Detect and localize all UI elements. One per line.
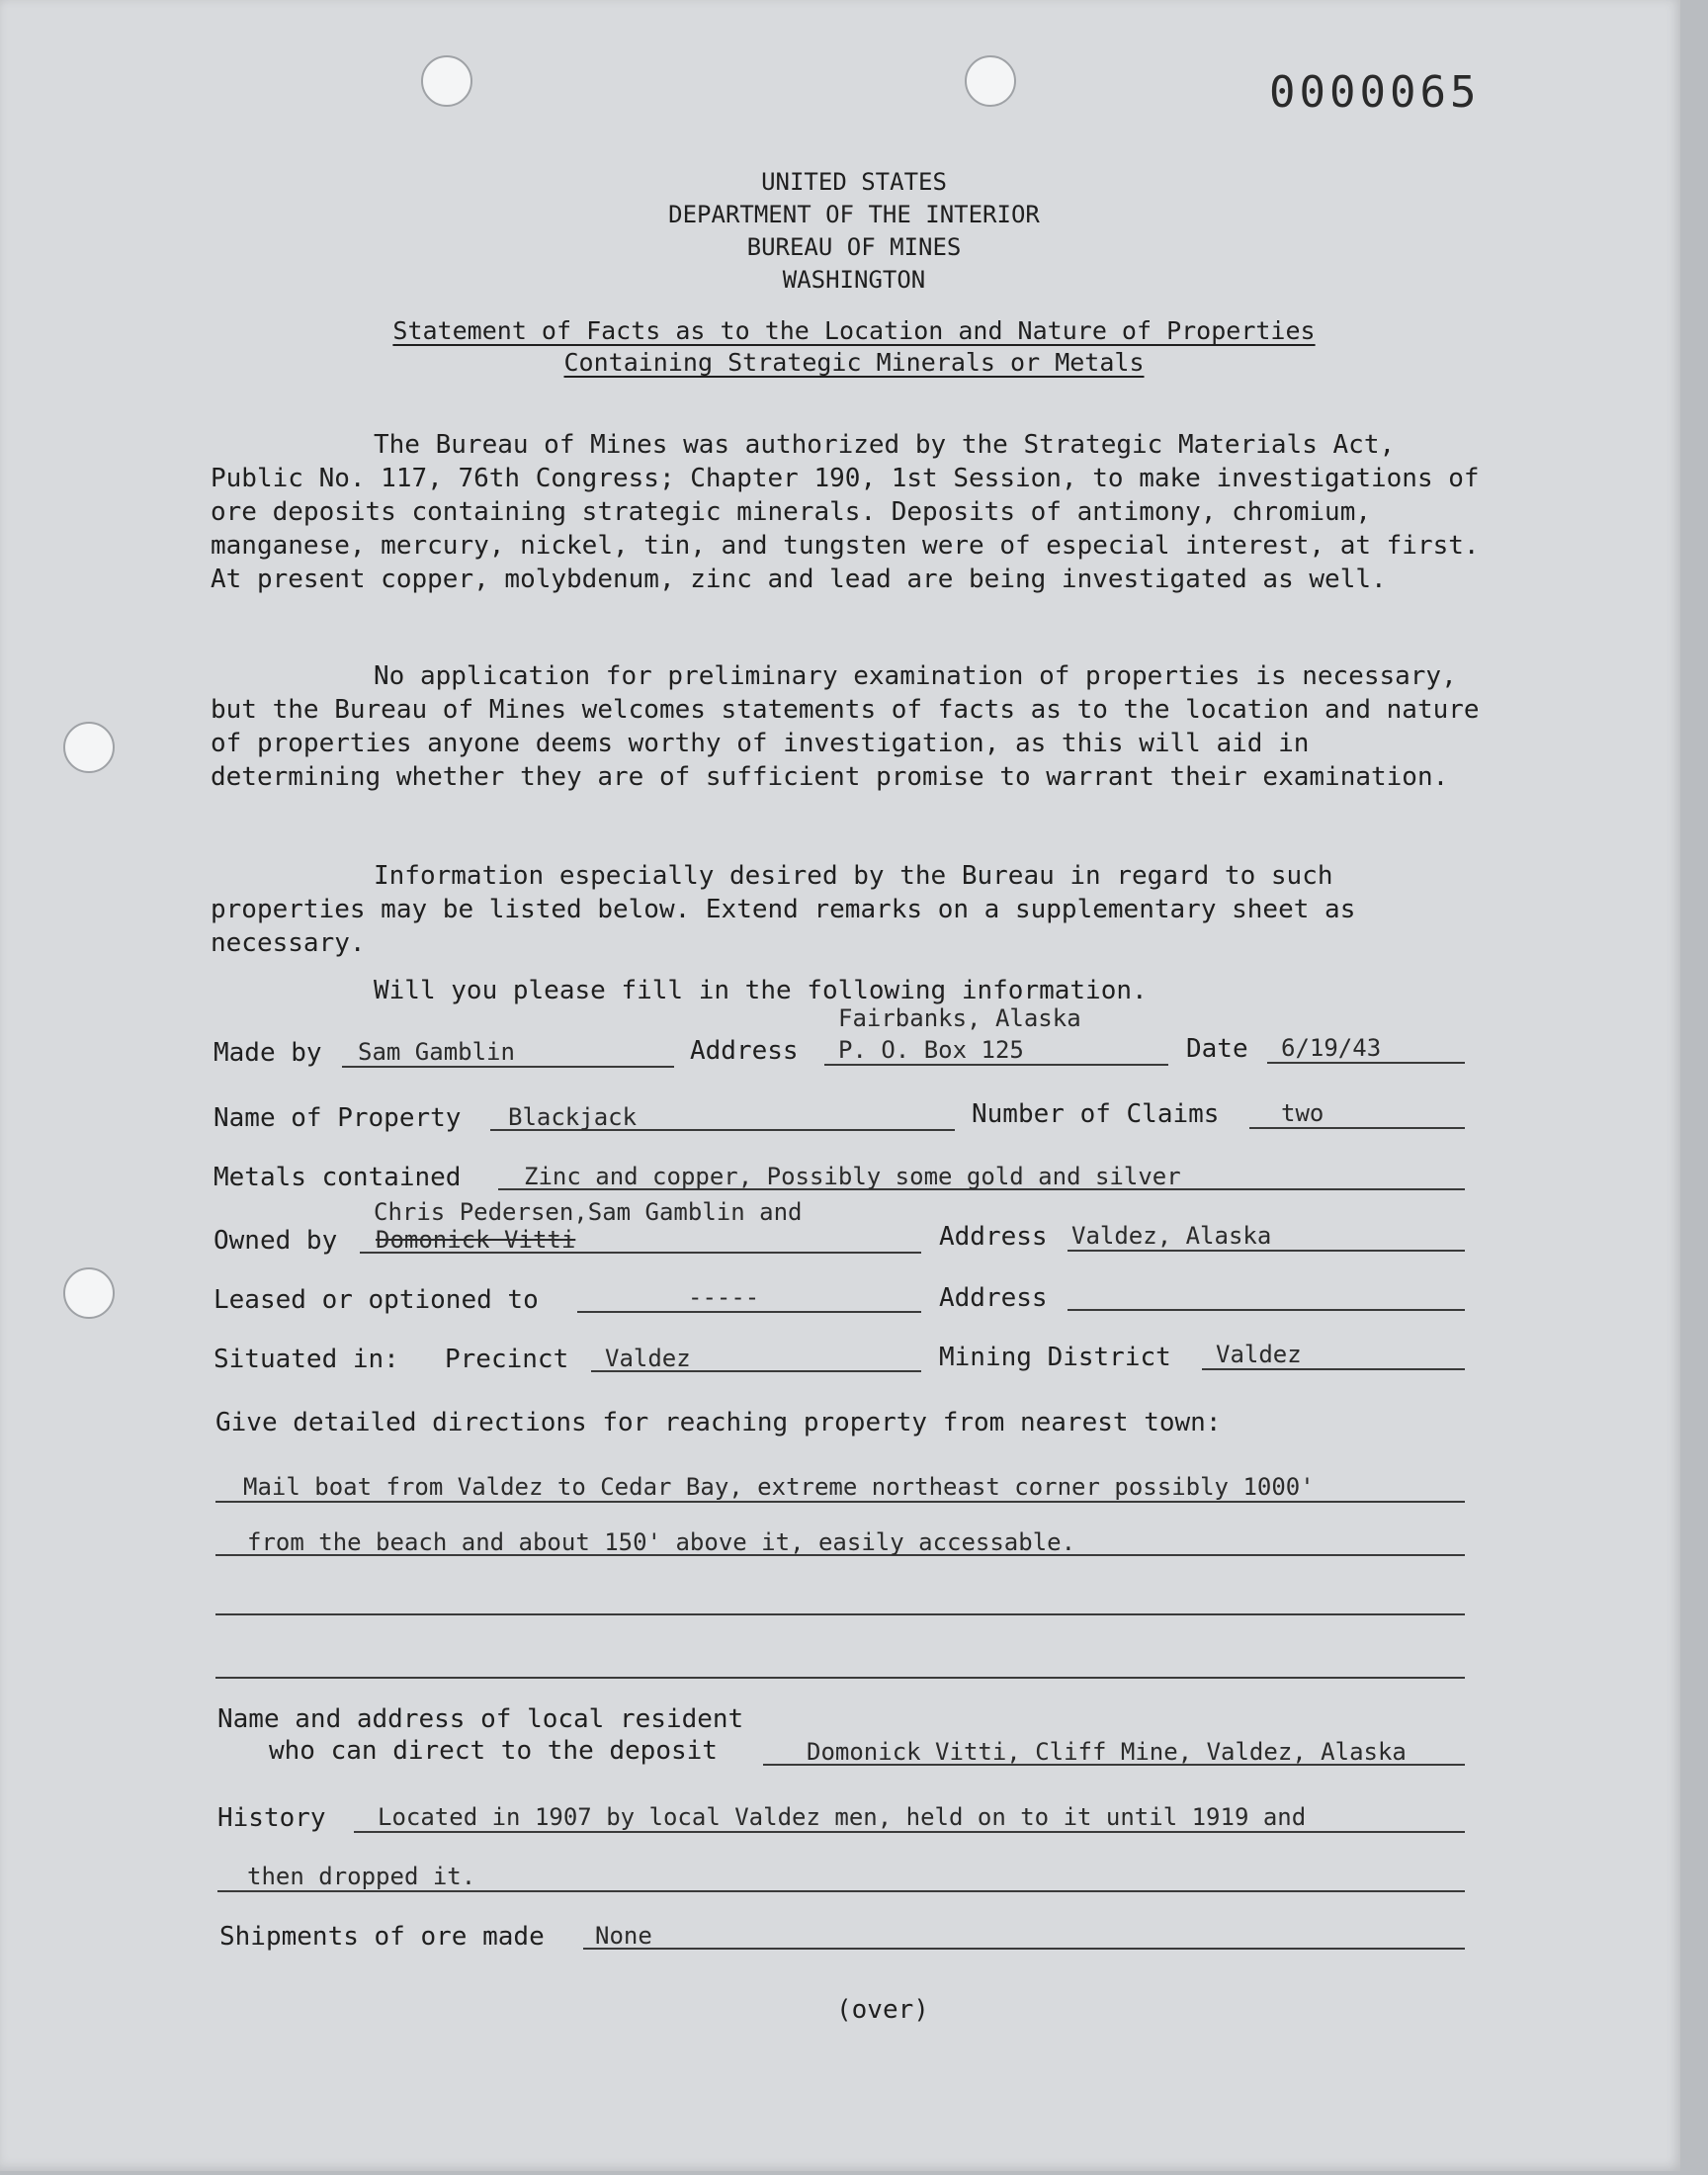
district-value: Valdez — [1216, 1341, 1302, 1368]
punch-hole — [63, 722, 115, 773]
address-city: Fairbanks, Alaska — [838, 1004, 1081, 1032]
document-number: 0000065 — [1269, 67, 1481, 118]
date-value: 6/19/43 — [1281, 1034, 1382, 1062]
history-line-2: then dropped it. — [247, 1863, 476, 1890]
precinct-value: Valdez — [605, 1345, 691, 1372]
directions-underline-1 — [215, 1501, 1465, 1503]
resident-value: Domonick Vitti, Cliff Mine, Valdez, Alaska — [807, 1738, 1407, 1766]
address-underline — [824, 1064, 1168, 1066]
metals-label: Metals contained — [214, 1163, 462, 1192]
leased-label: Leased or optioned to — [214, 1285, 539, 1315]
shipments-underline — [583, 1948, 1465, 1950]
owner-line-2: Domonick Vitti — [376, 1226, 576, 1254]
leased-address-underline — [1068, 1309, 1465, 1311]
header-line-1: UNITED STATES — [761, 168, 947, 196]
punch-hole — [63, 1267, 115, 1319]
header-line-3: BUREAU OF MINES — [746, 233, 962, 261]
directions-underline-4 — [215, 1677, 1465, 1679]
date-underline — [1267, 1062, 1465, 1064]
document-title-line-2: Containing Strategic Minerals or Metals — [563, 348, 1145, 377]
intro-paragraph-3: Information especially desired by the Bureau in regard to such properties may be listed below. Extend remarks on a supplementary sheet as necessary. — [211, 861, 1356, 958]
metals-value: Zinc and copper, Possibly some gold and silver — [524, 1163, 1181, 1190]
made-by-value: Sam Gamblin — [358, 1038, 515, 1066]
page-footer-over: (over) — [836, 1995, 929, 2025]
directions-line-1: Mail boat from Valdez to Cedar Bay, extreme northeast corner possibly 1000' — [243, 1473, 1315, 1501]
resident-label-1: Name and address of local resident — [217, 1704, 744, 1734]
directions-underline-3 — [215, 1613, 1465, 1615]
history-underline-1 — [354, 1831, 1465, 1833]
claims-underline — [1249, 1127, 1465, 1129]
made-by-label: Made by — [214, 1038, 322, 1068]
date-label: Date — [1186, 1034, 1248, 1064]
shipments-label: Shipments of ore made — [219, 1922, 545, 1952]
history-line-1: Located in 1907 by local Valdez men, held on to it until 1919 and — [378, 1803, 1307, 1831]
district-underline — [1202, 1368, 1465, 1370]
punch-hole — [421, 55, 472, 107]
resident-label-2: who can direct to the deposit — [269, 1736, 718, 1766]
property-name-value: Blackjack — [508, 1103, 638, 1131]
header-line-4: WASHINGTON — [782, 266, 926, 294]
owner-line-1: Chris Pedersen,Sam Gamblin and — [374, 1198, 803, 1226]
shipments-value: None — [595, 1922, 652, 1950]
made-by-underline — [342, 1066, 674, 1068]
instruction-line: Will you please fill in the following information. — [374, 976, 1148, 1005]
header-line-2: DEPARTMENT OF THE INTERIOR — [668, 201, 1040, 228]
directions-label: Give detailed directions for reaching property from nearest town: — [215, 1408, 1222, 1437]
history-label: History — [217, 1803, 326, 1833]
intro-paragraph-1: The Bureau of Mines was authorized by the Strategic Materials Act, Public No. 117, 76th Congress; Chapter 190, 1st Session, to make investigations of ore deposits containing strategic minerals. Deposits of antimony, chromium, manganese, mercury, nickel, tin, and tungsten were of especial interest, at first. At present copper, molybdenum, zinc and lead are being investigated as well. — [211, 430, 1480, 594]
situated-label: Situated in: — [214, 1345, 399, 1374]
claims-value: two — [1281, 1099, 1324, 1127]
claims-label: Number of Claims — [972, 1099, 1220, 1129]
owner-address-underline — [1068, 1250, 1465, 1252]
precinct-label: Precinct — [445, 1345, 569, 1374]
leased-value: ----- — [688, 1283, 760, 1311]
address-value: P. O. Box 125 — [838, 1036, 1024, 1064]
leased-address-label: Address — [939, 1283, 1048, 1313]
owned-by-label: Owned by — [214, 1226, 338, 1256]
address-label: Address — [690, 1036, 799, 1066]
document-title-line-1: Statement of Facts as to the Location and Nature of Properties — [392, 316, 1316, 345]
district-label: Mining District — [939, 1343, 1171, 1372]
punch-hole — [965, 55, 1016, 107]
history-underline-2 — [217, 1890, 1465, 1892]
owner-address-label: Address — [939, 1222, 1048, 1252]
directions-line-2: from the beach and about 150' above it, easily accessable. — [247, 1528, 1076, 1556]
property-name-label: Name of Property — [214, 1103, 462, 1133]
intro-paragraph-2: No application for preliminary examination of properties is necessary, but the Bureau of Mines welcomes statements of facts as to the location and nature of properties anyone deems worthy of investigation, as this will aid in determining whether they are of sufficient promise to warrant their examination. — [211, 661, 1480, 792]
owner-address-value: Valdez, Alaska — [1071, 1222, 1272, 1250]
leased-underline — [577, 1311, 921, 1313]
